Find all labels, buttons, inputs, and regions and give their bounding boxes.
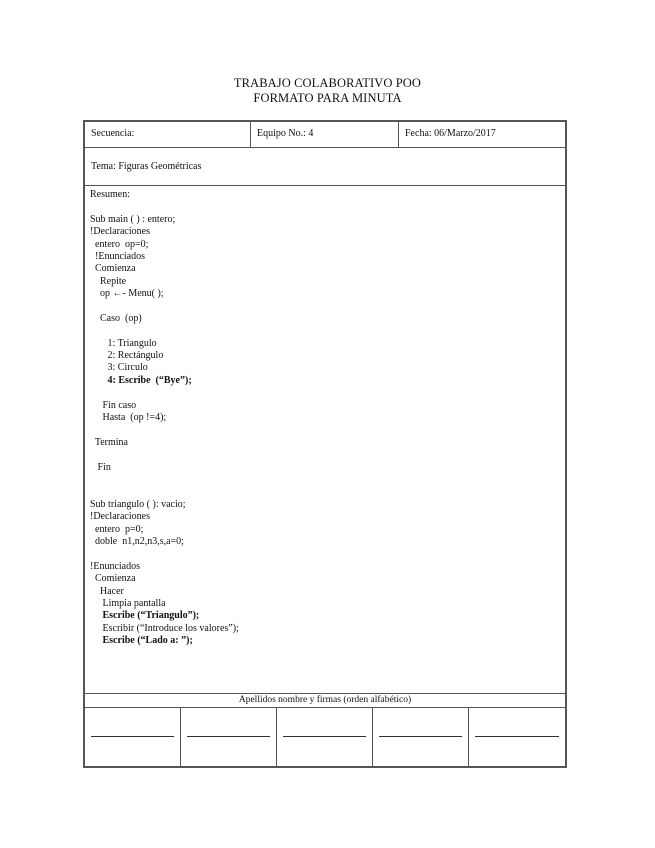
code-line: 4: Escribe (“Bye”); xyxy=(90,374,192,386)
code-line: Escribir (“Introduce los valores”); xyxy=(90,622,239,634)
firmas-header-row xyxy=(85,694,565,708)
code-line: !Enunciados xyxy=(90,250,145,262)
document-subtitle: FORMATO PARA MINUTA xyxy=(253,91,402,105)
minuta-form xyxy=(83,120,567,768)
signature-line xyxy=(91,736,174,737)
code-line: Comienza xyxy=(90,573,136,585)
fecha-field: Fecha: 06/Marzo/2017 xyxy=(405,128,496,139)
code-line: Escribe (“Triangulo”); xyxy=(90,610,200,622)
resumen-row xyxy=(85,186,565,694)
code-line: Fin caso xyxy=(90,399,137,411)
code-line: 1: Triangulo xyxy=(90,337,157,349)
code-line: entero p=0; xyxy=(90,523,144,535)
code-line: op ←- Menu( ); xyxy=(90,288,164,300)
signature-cell xyxy=(469,708,565,766)
code-line: Sub main ( ) : entero; xyxy=(90,213,176,225)
code-line: Comienza xyxy=(90,263,136,275)
resumen-content xyxy=(90,189,239,647)
equipo-field: Equipo No.: 4 xyxy=(251,122,399,147)
signature-cell xyxy=(85,708,181,766)
tema-row xyxy=(85,148,565,186)
signature-cell xyxy=(373,708,469,766)
code-line: Sub triangulo ( ): vacio; xyxy=(90,498,186,510)
firmas-row xyxy=(85,708,565,766)
code-line: !Declaraciones xyxy=(90,226,150,238)
code-line: doble n1,n2,n3,s,a=0; xyxy=(90,535,184,547)
resumen-label: Resumen: xyxy=(90,189,130,200)
code-line: Termina xyxy=(90,436,128,448)
code-line: Hacer xyxy=(90,585,124,597)
code-line: !Declaraciones xyxy=(90,511,150,523)
signature-cell xyxy=(277,708,373,766)
secuencia-field: Secuencia: xyxy=(85,122,251,147)
code-line: !Enunciados xyxy=(90,560,140,572)
code-line: Caso (op) xyxy=(90,312,142,324)
code-line: Fin xyxy=(90,461,111,473)
code-line: 3: Circulo xyxy=(90,362,148,374)
code-line: Limpia pantalla xyxy=(90,597,166,609)
signature-line xyxy=(475,736,559,737)
signature-line xyxy=(379,736,462,737)
signature-line xyxy=(187,736,270,737)
code-line: Escribe (“Lado a: ”); xyxy=(90,635,193,647)
code-line: Repite xyxy=(90,275,127,287)
document-title: TRABAJO COLABORATIVO POO xyxy=(233,76,422,90)
firmas-label: Apellidos nombre y firmas (orden alfabético) xyxy=(238,695,412,705)
signature-line xyxy=(283,736,366,737)
code-line: 2: Rectángulo xyxy=(90,350,164,362)
header-row xyxy=(85,122,565,148)
code-line: entero op=0; xyxy=(90,238,149,250)
tema-field: Tema: Figuras Geométricas xyxy=(91,161,202,172)
signature-cell xyxy=(181,708,277,766)
code-line: Hasta (op !=4); xyxy=(90,412,167,424)
